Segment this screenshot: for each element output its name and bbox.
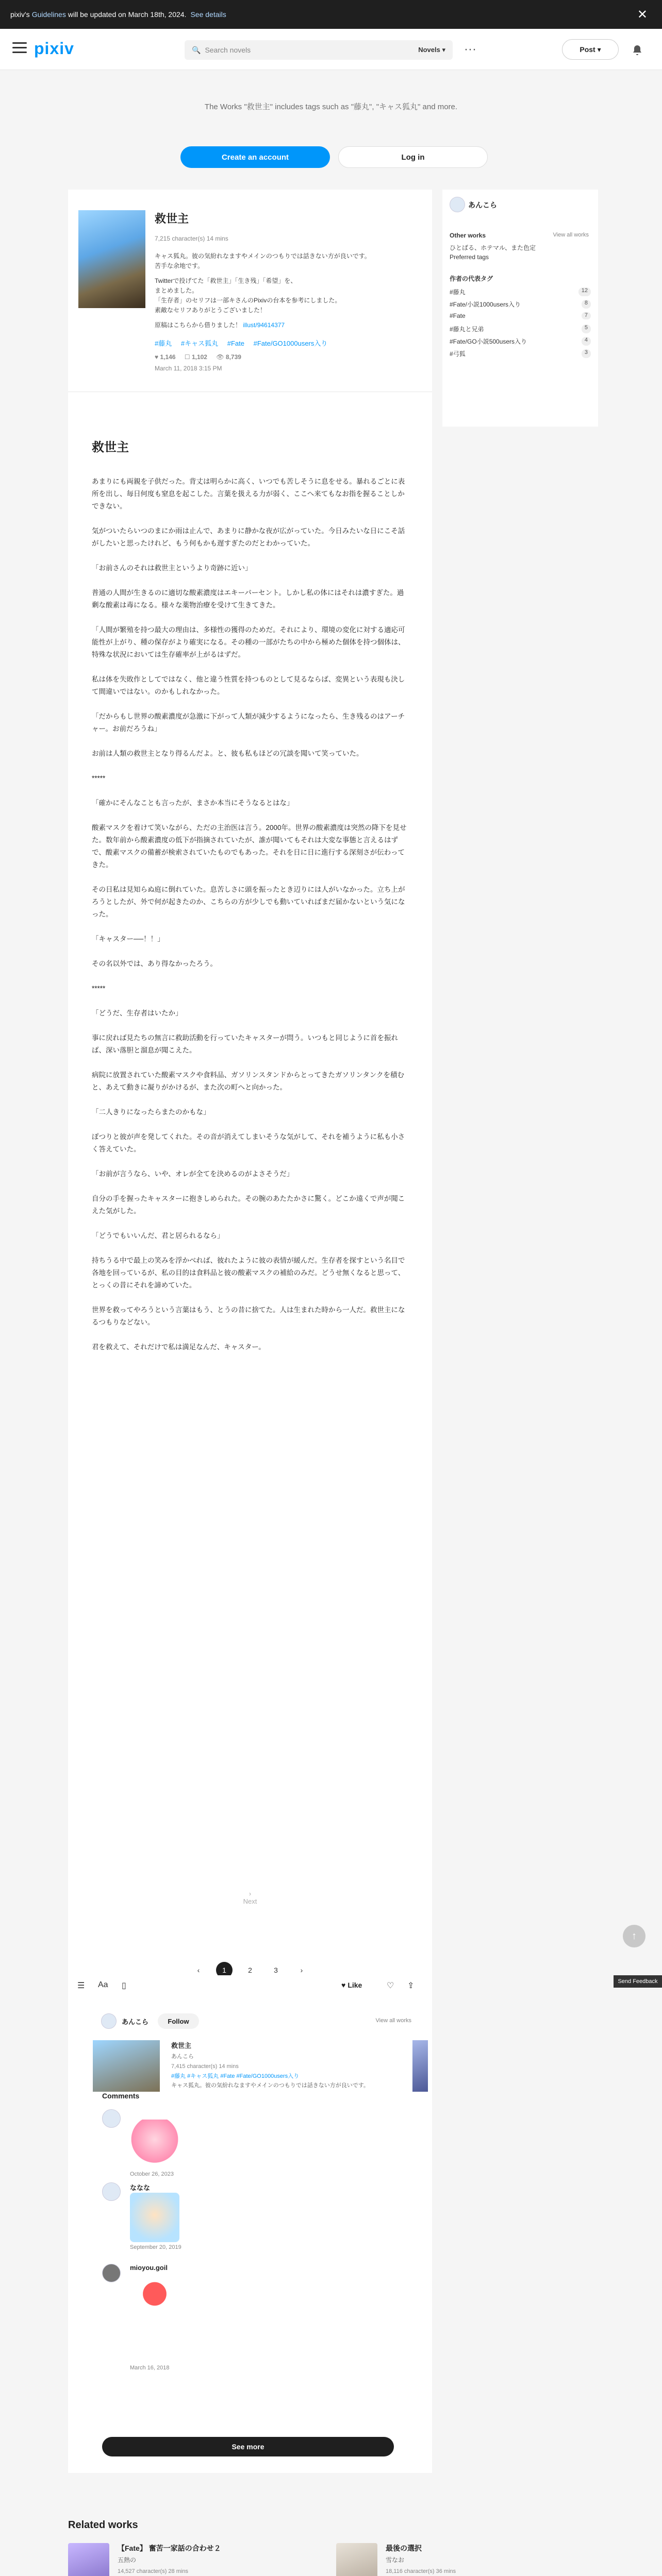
novel-paragraph: 「確かにそんなことも言ったが、まさか本当にそうなるとはな」 <box>92 799 294 807</box>
post-button[interactable]: Post ▾ <box>562 39 619 60</box>
tag-link[interactable]: #キャス狐丸 <box>180 340 219 347</box>
comment-date: March 16, 2018 <box>130 2365 170 2371</box>
login-button[interactable]: Log in <box>338 146 488 168</box>
comments-title: Comments <box>102 2092 140 2100</box>
novel-paragraph: 気がついたらいつのまにか雨は止んで、あまりに静かな夜が広がっていた。今日みたいな日にこそ話がしたいと思ったけれど、もう何もかも遅すぎたのだとわかっていた。 <box>92 527 405 547</box>
banner-prefix: pixiv's <box>10 10 30 19</box>
commenter-name[interactable]: ななな <box>130 2184 151 2192</box>
share-icon[interactable]: ⇪ <box>407 1981 415 1990</box>
signup-prompt-text: The Works "救世主" includes tags such as "藤丸", "キャス狐丸" and more. <box>204 103 458 111</box>
related-works-heading: Related works <box>68 2519 138 2531</box>
search-scope-dropdown[interactable]: Novels ▾ <box>418 46 445 54</box>
menu-icon[interactable] <box>12 42 27 55</box>
popular-tags-title: 作者の代表タグ <box>450 275 493 282</box>
tag-link[interactable]: #Fate/GO1000users入り <box>253 340 328 347</box>
author-name[interactable]: あんこら <box>468 201 497 209</box>
work-length: 7,215 character(s) 14 mins <box>155 235 228 242</box>
list-icon[interactable]: ☰ <box>77 1981 85 1990</box>
author-name[interactable]: あんこら <box>122 2018 149 2026</box>
novel-body <box>92 437 408 1366</box>
related-cover-left[interactable] <box>93 2040 160 2097</box>
search-icon: 🔍 <box>192 45 201 54</box>
work-stats <box>155 353 249 361</box>
novel-paragraph: 世界を救ってやろうという言葉はもう、とうの昔に捨てた。人は生まれた時から一人だ。救世主になるつもりなどない。 <box>92 1306 405 1326</box>
related-cover-right[interactable] <box>412 2040 428 2097</box>
next-page-link[interactable]: › Next <box>243 1890 257 1905</box>
novel-paragraph: 「お前が言うなら、いや、オレが全てを決めるのがよさそうだ」 <box>92 1170 294 1178</box>
author-desc: ひとばる、ホテマル、また色定 <box>450 244 536 251</box>
sidebar-tag[interactable]: #Fate 7 <box>450 312 591 319</box>
page-3[interactable]: 3 <box>274 1966 278 1974</box>
sidebar-tag[interactable]: #藤丸 12 <box>450 287 591 296</box>
novel-paragraph: 事に戻れば見たちの無言に救助活動を行っていたキャスターが問う。いつもと同じように首を振れば、深い落胆と溜息が聞こえた。 <box>92 1034 398 1054</box>
comment-date: September 20, 2019 <box>130 2244 181 2250</box>
view-all-works-link[interactable]: View all works <box>375 2018 411 2024</box>
close-icon[interactable]: ✕ <box>637 8 648 22</box>
novel-paragraph: 「どうでもいいんだ、君と居られるなら」 <box>92 1232 224 1240</box>
novel-paragraph: ぽつりと彼が声を発してくれた。その音が消えてしまいそうな気がして、それを補うように私も小さく答えていた。 <box>92 1133 405 1153</box>
comment-stamp <box>130 2193 179 2242</box>
novel-paragraph: 持ちうる中で最上の笑みを浮かべれば、彼れたように彼の表情が緩んだ。生存者を探すという名目で各地を回っているが、私の目的は食料品と彼の酸素マスクの補給のみだ。どうせ無くなると思って、とっくの昔にそれを諦めていた。 <box>92 1257 405 1289</box>
author-work-card[interactable]: 救世主 あんこら 7,415 character(s) 14 mins #藤丸 #キャス狐丸 #Fate #Fate/GO1000users入り キャス狐丸。彼の気紛れなますやメインのつもりでは話きない方が良いです。 <box>171 2042 369 2089</box>
search-input[interactable] <box>185 40 453 60</box>
novel-paragraph: その名以外では、あり得なかったろう。 <box>92 960 217 968</box>
sidebar-tag[interactable]: #Fate/GO小説500users入り 4 <box>450 337 591 346</box>
comment-stamp <box>130 2120 179 2169</box>
font-size-icon[interactable]: Aa <box>98 1980 108 1989</box>
sidebar-tag[interactable]: #Fate/小説1000users入り 8 <box>450 300 591 309</box>
prev-page-icon[interactable]: ‹ <box>197 1966 200 1974</box>
search-placeholder: Search novels <box>205 46 251 54</box>
see-more-comments-button[interactable]: See more <box>102 2437 394 2456</box>
novel-paragraph: 自分の手を握ったキャスターに抱きしめられた。その腕のあたたかさに驚く。どこか遠くで声が聞こえた気がした。 <box>92 1195 405 1215</box>
novel-paragraph: 病院に放置されていた酸素マスクや食料品、ガソリンスタンドからとってきたガソリンタンクを積むと、あえて動きに凝りがかけるが、また次の町へと向かった。 <box>92 1071 405 1091</box>
next-page-icon[interactable]: › <box>300 1966 303 1974</box>
bell-icon[interactable] <box>631 44 643 57</box>
work-date: March 11, 2018 3:15 PM <box>155 365 222 372</box>
novel-paragraph: あまりにも両親を子供だった。背丈は明らかに高く、いつでも苦しそうに息をせる。暴れるごとに表所を出し、毎日何度も窒息を起こした。言葉を扱える力が弱く、ここへ来てもなお指を握ることしかできない。 <box>92 478 405 510</box>
related-work-card[interactable]: 【Fate】 奮苦一家話の合わせ２ 五熱の 14,527 character(s) 28 mins <box>68 2543 326 2576</box>
novel-paragraph: 酸素マスクを着けて笑いながら、ただの主治医は言う。2000年。世界の酸素濃度は突然の降下を見せた。数年前から酸素濃度の低下が指摘されていたが、誰が聞いてもそれは大変な事態と言えるはずで、酸素マスクの備蓄が検索されていたものでもあった。それを日に日に進行する深刻さが伝わってきた。 <box>92 824 407 869</box>
author-sidebar <box>442 190 598 427</box>
banner-text: will be updated on March 18th, 2024. <box>68 10 187 19</box>
novel-paragraph: 「だからもし世界の酸素濃度が急激に下がって人類が減少するようになったら、生き残るのはアーチャー。お前だろうね」 <box>92 713 405 733</box>
novel-title: 救世主 <box>92 440 129 454</box>
avatar[interactable] <box>450 197 465 212</box>
novel-paragraph: 「二人きりになったらまたのかもな」 <box>92 1108 210 1116</box>
bookmark-count: ☐ 1,102 <box>184 353 207 361</box>
like-count: ♥ 1,146 <box>155 353 176 361</box>
comment-date: October 26, 2023 <box>130 2171 174 2177</box>
view-all-works-link[interactable]: View all works <box>553 232 589 238</box>
guideline-banner <box>0 0 662 29</box>
view-count: 👁 8,739 <box>216 353 241 361</box>
pixiv-logo[interactable]: pixiv <box>34 39 74 58</box>
like-icon: ♥ <box>341 1981 346 1989</box>
novel-paragraph: 私は体を失敗作としてではなく、他と違う性質を持つものとして見るならば、変異という表現も決して間違いではない。のかもしれなかった。 <box>92 675 405 696</box>
work-cover[interactable] <box>336 2543 377 2576</box>
novel-paragraph: 「お前さんのそれは救世主というより奇跡に近い」 <box>92 564 252 572</box>
reader-toolbar <box>68 1975 432 1996</box>
banner-details-link[interactable]: See details <box>190 10 226 19</box>
tag-link[interactable]: #藤丸 <box>155 340 172 347</box>
page-2[interactable]: 2 <box>248 1966 252 1974</box>
related-works <box>68 2519 598 2574</box>
work-tags <box>155 338 412 348</box>
avatar[interactable] <box>102 2109 121 2128</box>
avatar[interactable] <box>102 2264 121 2282</box>
novel-paragraph: 君を救えて、それだけで私は満足なんだ、キャスター。 <box>92 1343 266 1351</box>
scroll-to-top-button[interactable]: ↑ <box>623 1925 646 1947</box>
tag-link[interactable]: #Fate <box>227 340 244 347</box>
work-title: 救世主 <box>155 212 189 225</box>
novel-paragraph: 「どうだ、生存者はいたか」 <box>92 1009 183 1017</box>
heart-icon[interactable]: ♡ <box>387 1981 394 1990</box>
work-header <box>78 200 422 375</box>
novel-paragraph: ***** <box>92 985 106 992</box>
page-1[interactable]: 1 <box>216 1962 233 1978</box>
like-button[interactable]: ♥ Like <box>341 1981 362 1989</box>
avatar[interactable] <box>101 2013 117 2029</box>
caption-link[interactable]: illust/94614377 <box>243 321 285 329</box>
avatar[interactable] <box>102 2182 121 2201</box>
novel-paragraph: 「人間が繁殖を持つ最大の理由は、多様性の獲得のためだ。それにより、環境の変化に対する適応可能性が上がり、種の保存がより確実になる。その種の一部がたちの中から極めた個体を持つ個体は、特殊な状況においては生存確率が上がるはずだ。 <box>92 626 405 658</box>
novel-card <box>68 190 432 2039</box>
preferred-tags: Preferred tags <box>450 253 489 261</box>
novel-cover[interactable] <box>78 210 145 308</box>
other-works-label: Other works <box>450 232 486 239</box>
bookmark-icon[interactable]: ▯ <box>122 1981 126 1990</box>
commenter-name[interactable]: mioyou.goil <box>130 2264 168 2272</box>
novel-paragraph: ***** <box>92 774 106 782</box>
novel-paragraph: 「キャスター──！！」 <box>92 935 164 943</box>
work-caption: キャス狐丸。彼の気紛れなますやメインのつもりでは話きない方が良いです。 苦手な余地です。 Twitterで投げてた「救世主」「生き残」「希望」を、 まとめました。 「生存者」のセリフは一部キさんのPixivの台本を参考にしました。 素敵なセリフありがとうございました！ 原稿はこちらから借りました！ illust/94614377 <box>155 252 371 329</box>
feedback-button[interactable]: Send Feedback <box>614 1975 662 1988</box>
create-account-button[interactable]: Create an account <box>180 146 330 168</box>
sidebar-tag[interactable]: #藤丸と兄弟 5 <box>450 325 591 333</box>
sidebar-tag[interactable]: #弓狐 3 <box>450 349 591 358</box>
comments-section <box>68 2092 432 2473</box>
follow-button[interactable]: Follow <box>158 2013 199 2029</box>
more-icon[interactable]: ··· <box>464 42 476 56</box>
banner-guidelines-link[interactable]: Guidelines <box>31 10 66 19</box>
novel-paragraph: 普通の人間が生きるのに適切な酸素濃度はエキーパーセント。しかし私の体にはそれは濃すぎた。過剰な酸素は毒になる。様々な薬物治療を受けて生きてきた。 <box>92 589 404 609</box>
comment-stamp <box>130 2274 179 2324</box>
novel-paragraph: お前は人類の救世主となり得るんだよ。と、彼も私もほどの冗談を聞いて笑っていた。 <box>92 750 363 757</box>
related-work-card[interactable]: 最後の選択 雪なお 18,116 character(s) 36 mins <box>336 2543 594 2576</box>
site-header <box>0 29 662 70</box>
work-cover[interactable] <box>68 2543 109 2576</box>
novel-paragraph: その日私は見知らぬ庭に倒れていた。息苦しさに頭を振ったとき辺りには人がいなかった。立ち上がろうとしたが、外で何が起きたのか、こちらの方が少しでも動いていればまだ届かないという気になった。 <box>92 886 405 918</box>
